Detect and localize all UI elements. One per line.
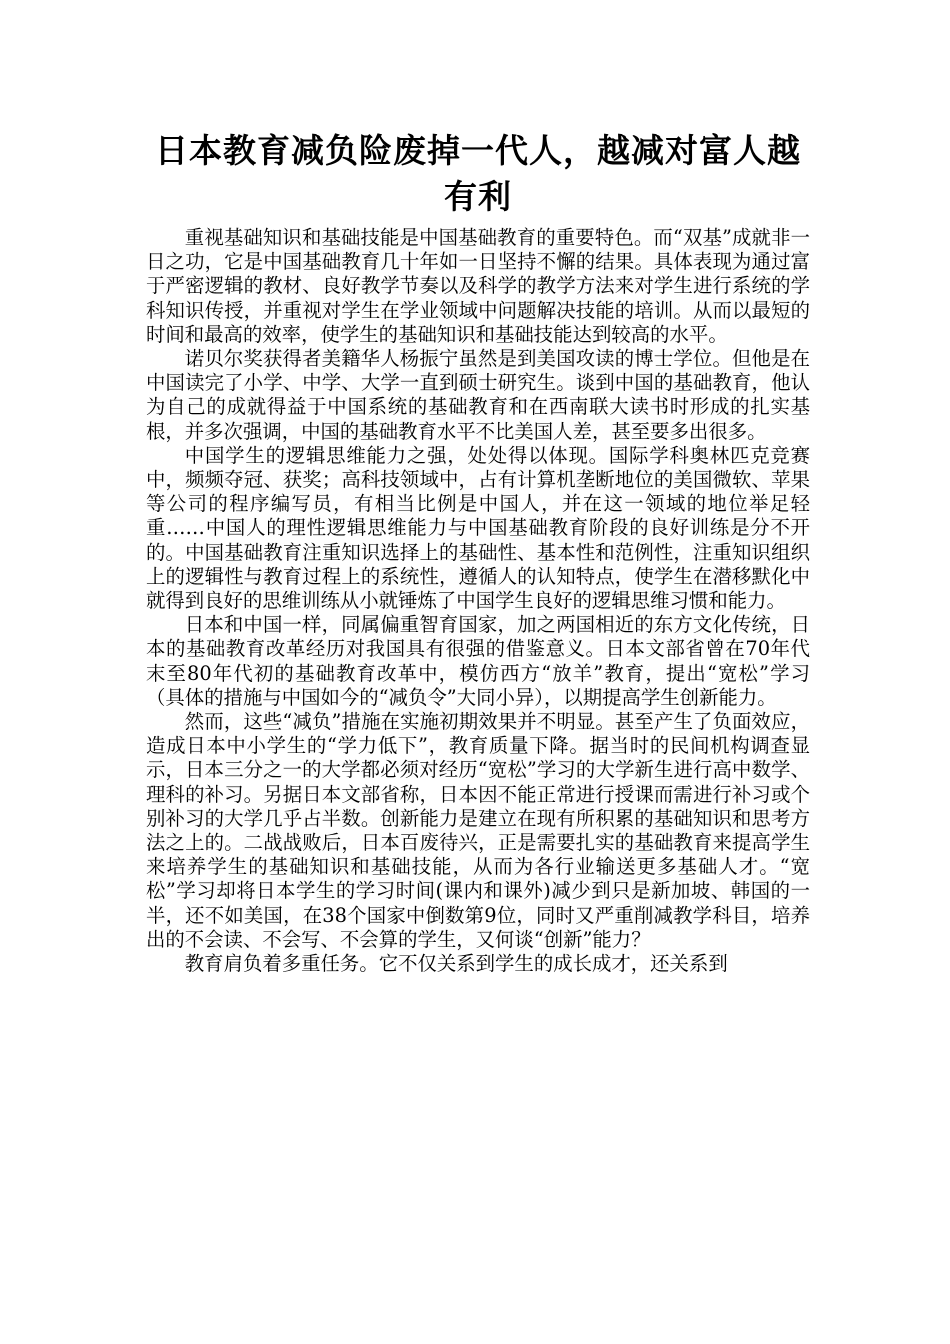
document-page	[146, 128, 810, 976]
paragraph-logical-thinking: 中国学生的逻辑思维能力之强，处处得以体现。国际学科奥林匹克竞赛中，频频夺冠、获奖；高科技领域中，占有计算机垄断地位的美国微软、苹果等公司的程序编写员，有相当比例是中国人，并在这一领域的地位举足轻重……中国人的理性逻辑思维能力与中国基础教育阶段的良好训练是分不开的。中国基础教育注重知识选择上的基础性、基本性和范例性，注重知识组织上的逻辑性与教育过程上的系统性，遵循人的认知特点，使学生在潜移默化中就得到良好的思维训练从小就锤炼了中国学生良好的逻辑思维习惯和能力。	[146, 443, 810, 613]
paragraph-yang-zhenning: 诺贝尔奖获得者美籍华人杨振宁虽然是到美国攻读的博士学位。但他是在中国读完了小学、中学、大学一直到硕士研究生。谈到中国的基础教育，他认为自己的成就得益于中国系统的基础教育和在西南联大读书时形成的扎实基根，并多次强调，中国的基础教育水平不比美国人差，甚至要多出很多。	[146, 347, 810, 443]
paragraph-education-tasks: 教育肩负着多重任务。它不仅关系到学生的成长成才，还关系到	[184, 952, 728, 976]
paragraph-japan-reform: 日本和中国一样，同属偏重智育国家，加之两国相近的东方文化传统，日本的基础教育改革经历对我国具有很强的借鉴意义。日本文部省曾在70年代末至80年代初的基础教育改革中，模仿西方“放羊”教育，提出“宽松”学习（具体的措施与中国如今的“减负令”大同小异），以期提高学生创新能力。	[146, 613, 810, 709]
document-title: 日本教育减负险废掉一代人，越减对富人越有利	[155, 131, 801, 216]
paragraph-double-basics: 重视基础知识和基础技能是中国基础教育的重要特色。而“双基”成就非一日之功，它是中国基础教育几十年如一日坚持不懈的结果。具体表现为通过富于严密逻辑的教材、良好教学节奏以及科学的教学方法来对学生进行系统的学科知识传授，并重视对学生在学业领域中问题解决技能的培训。从而以最短的时间和最高的效率，使学生的基础知识和基础技能达到较高的水平。	[146, 226, 810, 346]
document-body	[146, 226, 810, 976]
paragraph-burden-reduction-effects: 然而，这些“减负”措施在实施初期效果并不明显。甚至产生了负面效应，造成日本中小学生的“学力低下”，教育质量下降。据当时的民间机构调查显示，日本三分之一的大学都必须对经历“宽松”学习的大学新生进行高中数学、理科的补习。另据日本文部省称，日本因不能正常进行授课而需进行补习或个别补习的大学几乎占半数。创新能力是建立在现有所积累的基础知识和思考方法之上的。二战战败后，日本百废待兴，正是需要扎实的基础教育来提高学生来培养学生的基础知识和基础技能，从而为各行业输送更多基础人才。“宽松”学习却将日本学生的学习时间(课内和课外)减少到只是新加坡、韩国的一半，还不如美国，在38个国家中倒数第9位，同时又严重削减教学科目，培养出的不会读、不会写、不会算的学生，又何谈“创新”能力？	[146, 710, 810, 951]
